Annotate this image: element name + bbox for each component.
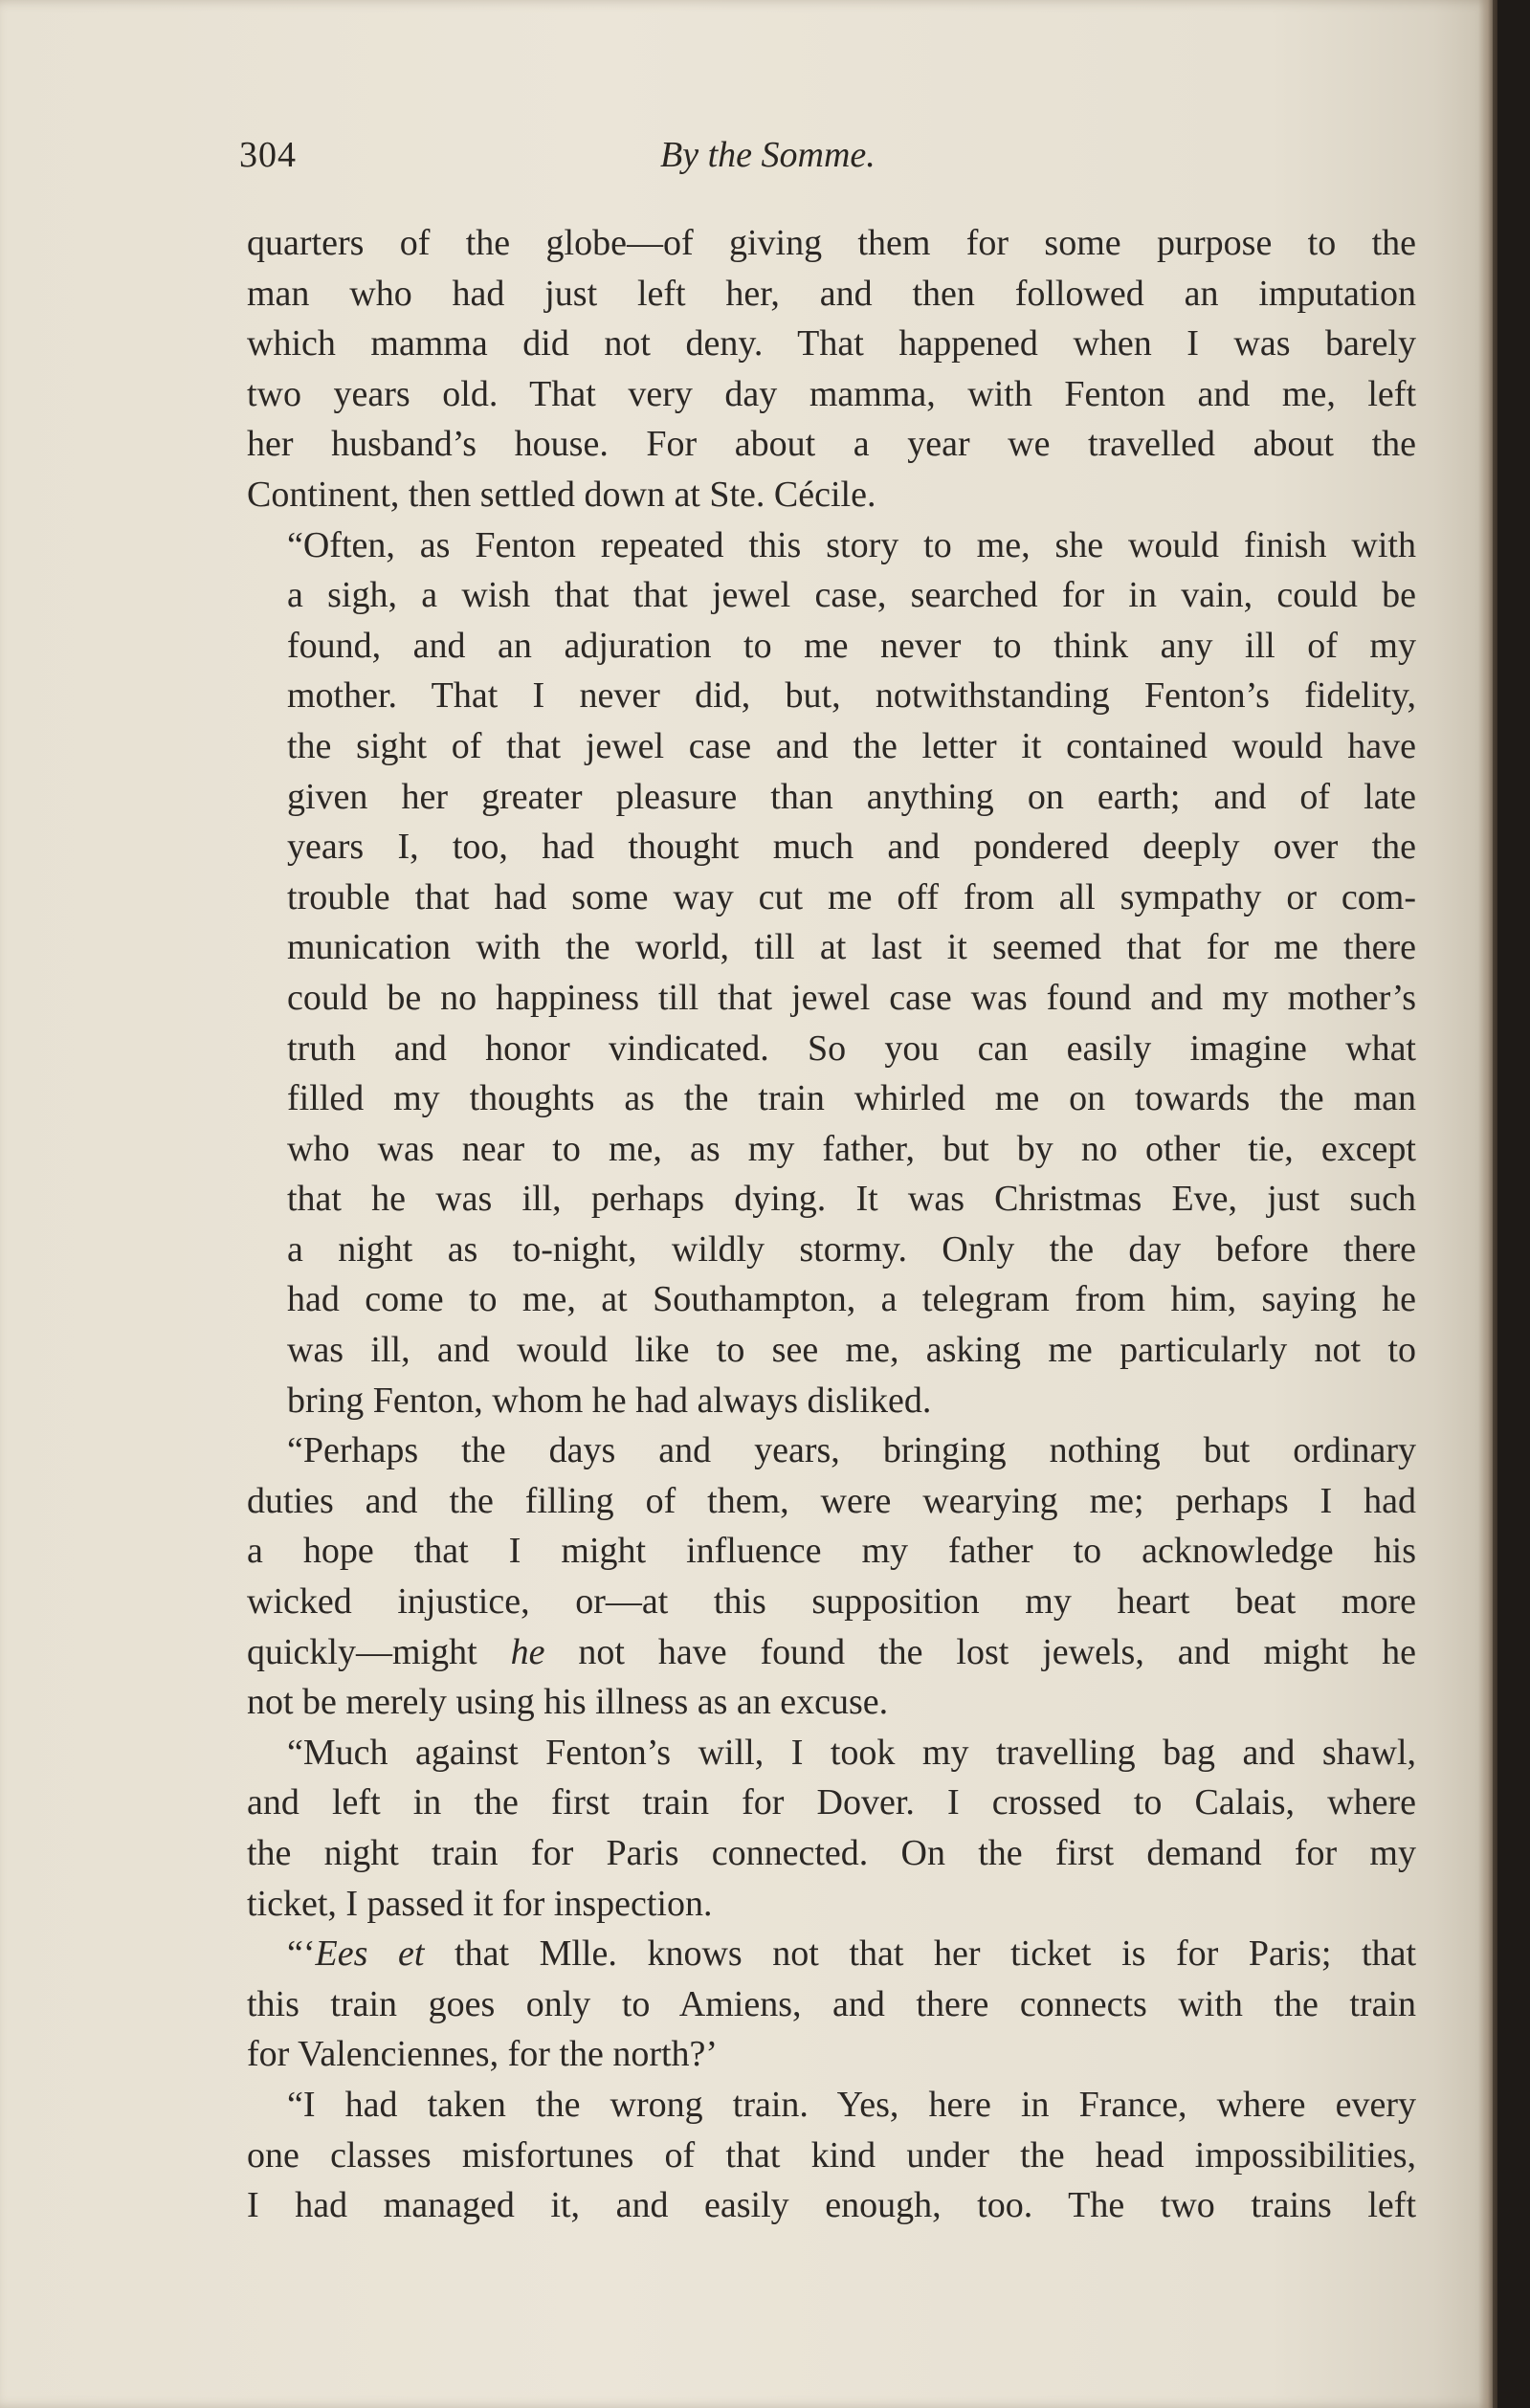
text-line: “Perhaps the days and years, bringing nothing but ordinary (287, 1430, 1416, 1471)
emphasized-word: he (510, 1631, 545, 1672)
text-line: filled my thoughts as the train whirled me on towards the man (287, 1078, 1416, 1119)
text-line: I had managed it, and easily enough, too. The two trains left (247, 2185, 1416, 2226)
text-line: was ill, and would like to see me, asking me particularly not to (287, 1330, 1416, 1371)
text-line: ticket, I passed it for inspection. (247, 1883, 713, 1924)
text-line: a sigh, a wish that that jewel case, searched for in vain, could be (287, 575, 1416, 616)
text-line: this train goes only to Amiens, and there connects with the train (247, 1983, 1416, 2024)
text-line: bring Fenton, whom he had always disliked. (287, 1380, 932, 1421)
text-line: duties and the filling of them, were wearying me; perhaps I had (247, 1480, 1416, 1521)
text-line: the sight of that jewel case and the letter it contained would have (287, 725, 1416, 766)
text-line-with-emphasis (247, 1929, 1416, 1979)
text-line: which mamma did not deny. That happened when I was barely (247, 323, 1416, 365)
text-line: one classes misfortunes of that kind under the head impossibilities, (247, 2134, 1416, 2176)
text-line: two years old. That very day mamma, with Fenton and me, left (247, 373, 1416, 414)
page-gutter-shadow (1478, 0, 1497, 2408)
paragraph-1 (247, 218, 1416, 520)
paragraph-5 (247, 1929, 1416, 2080)
text-fragment: quickly—might (247, 1631, 477, 1672)
text-line: for Valenciennes, for the north?’ (247, 2034, 719, 2075)
running-head (239, 134, 1435, 191)
text-line: not be merely using his illness as an excuse. (247, 1682, 889, 1723)
text-line: “I had taken the wrong train. Yes, here in France, where every (287, 2084, 1416, 2125)
text-line: wicked injustice, or—at this supposition my heart beat more (247, 1581, 1416, 1623)
paragraph-6 (247, 2080, 1416, 2231)
text-line: could be no happiness till that jewel case was found and my mother’s (287, 977, 1416, 1018)
text-line: “Much against Fenton’s will, I took my travelling bag and shawl, (287, 1732, 1416, 1773)
paragraph-2 (247, 520, 1416, 1426)
text-line: years I, too, had thought much and pondered deeply over the (287, 827, 1416, 868)
paragraph-3 (247, 1425, 1416, 1728)
page-number: 304 (239, 135, 297, 175)
text-fragment: that Mlle. knows not that her ticket is for Paris; that (455, 1933, 1417, 1975)
text-line: a night as to-night, wildly stormy. Only the day before there (287, 1228, 1416, 1270)
text-line: a hope that I might influence my father to acknowledge his (247, 1531, 1416, 1572)
text-line: that he was ill, perhaps dying. It was Christmas Eve, just such (287, 1179, 1416, 1220)
text-line: munication with the world, till at last it seemed that for me there (287, 927, 1416, 968)
text-line: trouble that had some way cut me off from all sympathy or com- (287, 876, 1416, 917)
text-line: and left in the first train for Dover. I crossed to Calais, where (247, 1782, 1416, 1823)
text-fragment: not have found the lost jewels, and might he (578, 1631, 1416, 1672)
text-line: given her greater pleasure than anything on earth; and of late (287, 776, 1416, 817)
text-line: found, and an adjuration to me never to think any ill of my (287, 625, 1416, 666)
text-line: quarters of the globe—of giving them for some purpose to the (247, 223, 1416, 263)
book-title: By the Somme. (660, 135, 876, 175)
text-line: had come to me, at Southampton, a telegram from him, saying he (287, 1279, 1416, 1320)
paragraph-4 (247, 1728, 1416, 1929)
text-fragment: “‘ (287, 1933, 316, 1975)
emphasized-phrase: Ees et (315, 1933, 425, 1975)
text-line: man who had just left her, and then followed an imputation (247, 273, 1416, 314)
text-line: mother. That I never did, but, notwithstanding Fenton’s fidelity, (287, 675, 1416, 717)
text-line: who was near to me, as my father, but by no other tie, except (287, 1128, 1416, 1169)
text-line: “Often, as Fenton repeated this story to me, she would finish with (287, 524, 1416, 565)
text-line: truth and honor vindicated. So you can easily imagine what (287, 1027, 1416, 1069)
text-line: her husband’s house. For about a year we travelled about the (247, 424, 1416, 465)
text-line: Continent, then settled down at Ste. Cécile. (247, 474, 876, 515)
text-line-with-emphasis (247, 1627, 1416, 1678)
text-line: the night train for Paris connected. On the first demand for my (247, 1833, 1416, 1873)
body-text (247, 218, 1416, 2231)
